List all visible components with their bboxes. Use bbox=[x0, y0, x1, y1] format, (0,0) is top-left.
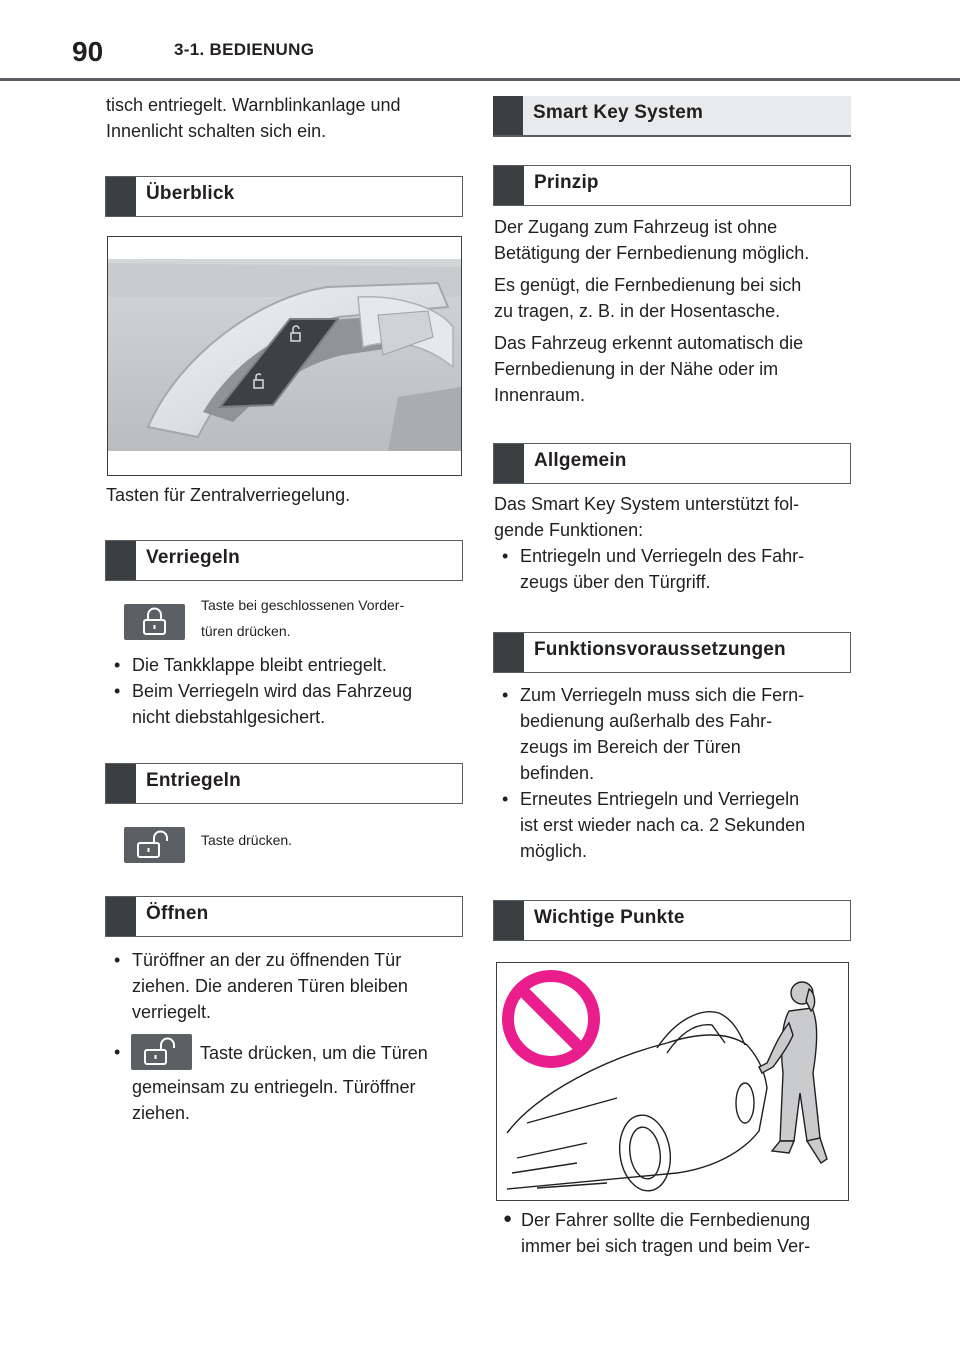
section-smart-key-system bbox=[493, 96, 851, 137]
section-general bbox=[493, 443, 851, 484]
section-title: Entriegeln bbox=[146, 770, 241, 791]
section-title: Wichtige Punkte bbox=[534, 907, 685, 928]
section-title: Prinzip bbox=[534, 172, 599, 193]
general-text: Das Smart Key System unterstützt fol- gende Funktionen: bbox=[494, 494, 800, 540]
door-handle-illustration bbox=[108, 237, 461, 475]
car-icon bbox=[507, 1012, 767, 1194]
intro-paragraph: tisch entriegelt. Warnblinkanlage und Innenlicht schalten sich ein. bbox=[106, 95, 401, 141]
section-requirements bbox=[493, 632, 851, 673]
open-bullets bbox=[106, 947, 466, 1025]
requirements-bullets bbox=[494, 682, 854, 864]
section-title: Überblick bbox=[146, 183, 235, 204]
bullet-dot: ● bbox=[503, 1210, 513, 1227]
smart-key-warning-figure bbox=[496, 962, 849, 1201]
prohibition-icon bbox=[508, 976, 594, 1062]
section-open bbox=[105, 896, 463, 937]
section-title: Smart Key System bbox=[533, 102, 704, 123]
section-title: Funktionsvoraussetzungen bbox=[534, 639, 786, 660]
list-item: • Entriegeln und Verriegeln des Fahr- zeugs über den Türgriff. bbox=[494, 543, 854, 595]
person-icon bbox=[759, 982, 827, 1163]
list-item: • Die Tankklappe bleibt entriegelt. bbox=[106, 652, 466, 678]
section-important bbox=[493, 900, 851, 941]
section-title: Öffnen bbox=[146, 903, 209, 924]
unlock-key-description: Taste drücken. bbox=[201, 832, 293, 848]
page-number: 90 bbox=[72, 36, 104, 67]
list-item: • Türöffner an der zu öffnenden Tür ziehen. Die anderen Türen bleiben verriegelt. bbox=[106, 947, 466, 1025]
car-and-driver-illustration bbox=[497, 963, 848, 1200]
important-note: Der Fahrer sollte die Fernbedienung immer bei sich tragen und beim Ver- bbox=[521, 1210, 811, 1256]
list-item: • Beim Verriegeln wird das Fahrzeug nicht diebstahlgesichert. bbox=[106, 678, 466, 730]
lock-bullets bbox=[106, 652, 466, 730]
lock-key-icon bbox=[124, 604, 185, 640]
header-divider bbox=[0, 78, 960, 81]
general-bullets bbox=[494, 543, 854, 595]
section-unlock bbox=[105, 763, 463, 804]
section-title: Allgemein bbox=[534, 450, 627, 471]
section-principle bbox=[493, 165, 851, 206]
figure-caption: Tasten für Zentralverriegelung. bbox=[106, 485, 351, 505]
section-title: Verriegeln bbox=[146, 547, 240, 568]
section-overview bbox=[105, 176, 463, 217]
unlock-key-icon-inline bbox=[131, 1034, 192, 1070]
principle-text: Der Zugang zum Fahrzeug ist ohne Betätigung der Fernbedienung möglich. Es genügt, die Fernbedienung bei sich zu tragen, z. B. in der Hosentasche. Das Fahrzeug erkennt automatisch die Fernbedienung in der Nähe oder im Innenraum. bbox=[494, 217, 810, 405]
open-bullet2-first-line: Taste drücken, um die Türen bbox=[200, 1043, 428, 1063]
open-bullet2-rest: gemeinsam zu entriegeln. Türöffner ziehen. bbox=[132, 1077, 416, 1123]
lock-key-description: Taste bei geschlossenen Vorder- türen drücken. bbox=[201, 597, 405, 639]
unlock-key-icon bbox=[124, 827, 185, 863]
chapter-title: 3-1. BEDIENUNG bbox=[174, 40, 315, 59]
door-lock-buttons-figure bbox=[107, 236, 462, 476]
list-item: • Erneutes Entriegeln und Verriegeln ist erst wieder nach ca. 2 Sekunden möglich. bbox=[494, 786, 854, 864]
list-item: • Zum Verriegeln muss sich die Fern- bedienung außerhalb des Fahr- zeugs im Bereich der Türen befinden. bbox=[494, 682, 854, 786]
section-lock bbox=[105, 540, 463, 581]
